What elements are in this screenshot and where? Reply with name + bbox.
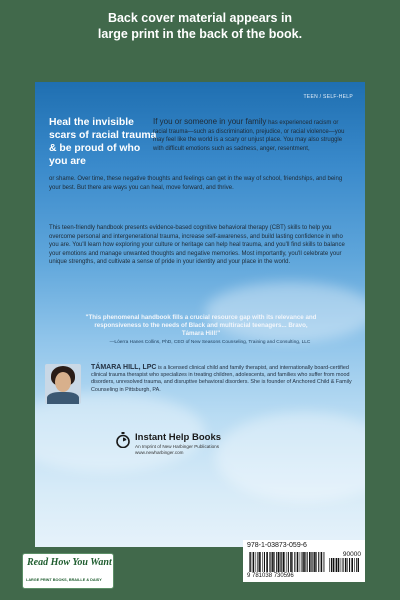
back-cover [35,82,365,547]
cover-headline: Heal the invisible scars of racial trauma & be proud of who you are [49,117,157,167]
isbn-bottom-text: 9 781038 730596 [247,573,294,579]
category-label: TEEN / SELF-HELP [303,94,353,100]
publisher-imprint: An Imprint of New Harbinger Publications [135,444,220,449]
author-bio-text: is a licensed clinical child and family therapist, and internationally board-certified clinical trauma therapist who specializes in treating children, adolescents, and families who suffer from mood disorders, unresolved trauma, and disruptive behavioral disorders. She is founder of Anchored Child & Family Counseling in Pittsburgh, PA. [91,365,352,393]
intro-text: has experienced racism or racial trauma—such as discrimination, prejudice, or racial violence—you may feel like the world is a scary or unjust place. You may also struggle with difficult emotions such as sadness, anger, resentment, [153,120,345,152]
read-how-you-want-logo [22,553,114,589]
rhyw-subtitle: LARGE PRINT BOOKS, BRAILLE & DAISY [26,578,102,582]
publisher-url: www.newharbinger.com [135,450,184,455]
description-paragraph: This teen-friendly handbook presents evidence-based cognitive behavioral therapy (CBT) skills to help you overcome personal and intergenerational trauma, increase self-awareness, and build lasting confidence in who you are. You'll learn how exploring your culture or heritage can help heal trauma, and you'll find skills to balance your emotions and manage unwanted thoughts and negative memories. Most importantly, you'll celebrate your unique strengths, and cultivate a sense of pride in your identity and your place in the world. [49,225,345,266]
intro-continuation: or shame. Over time, these negative thoughts and feelings can get in the way of school, friendships, and being your best. But there are ways you can heal, move forward, and thrive. [49,176,343,191]
cloud-decoration [215,412,365,502]
large-print-notice-banner [0,0,400,48]
intro-lead: If you or someone in your family [153,117,267,126]
banner-line-1: Back cover material appears in [107,11,293,25]
barcode-bars [249,552,325,572]
rhyw-title: Read How You Want [27,557,112,568]
banner-line-2: large print in the back of the book. [97,27,303,41]
intro-paragraph [153,118,353,153]
isbn-barcode [243,540,365,582]
isbn-top-text: 978-1-03873-059-6 [247,542,307,549]
author-photo [45,364,81,404]
endorsement-attribution: —Lóerra Hanes Collins, PhD, CEO of New Seasons Counseling, Training and Consulting, LLC [109,340,311,345]
author-name: TÁMARA HILL, LPC [91,364,157,371]
addon-barcode-bars [329,558,359,572]
endorsement-quote: "This phenomenal handbook fills a crucial resource gap with its relevance and responsiveness to the needs of Black and multiracial teenagers... Bravo, Támara Hill!" [85,314,317,337]
price-code: 90000 [342,551,361,558]
author-bio [91,364,355,394]
publisher-name: Instant Help Books [135,432,222,443]
stopwatch-icon [115,432,131,448]
